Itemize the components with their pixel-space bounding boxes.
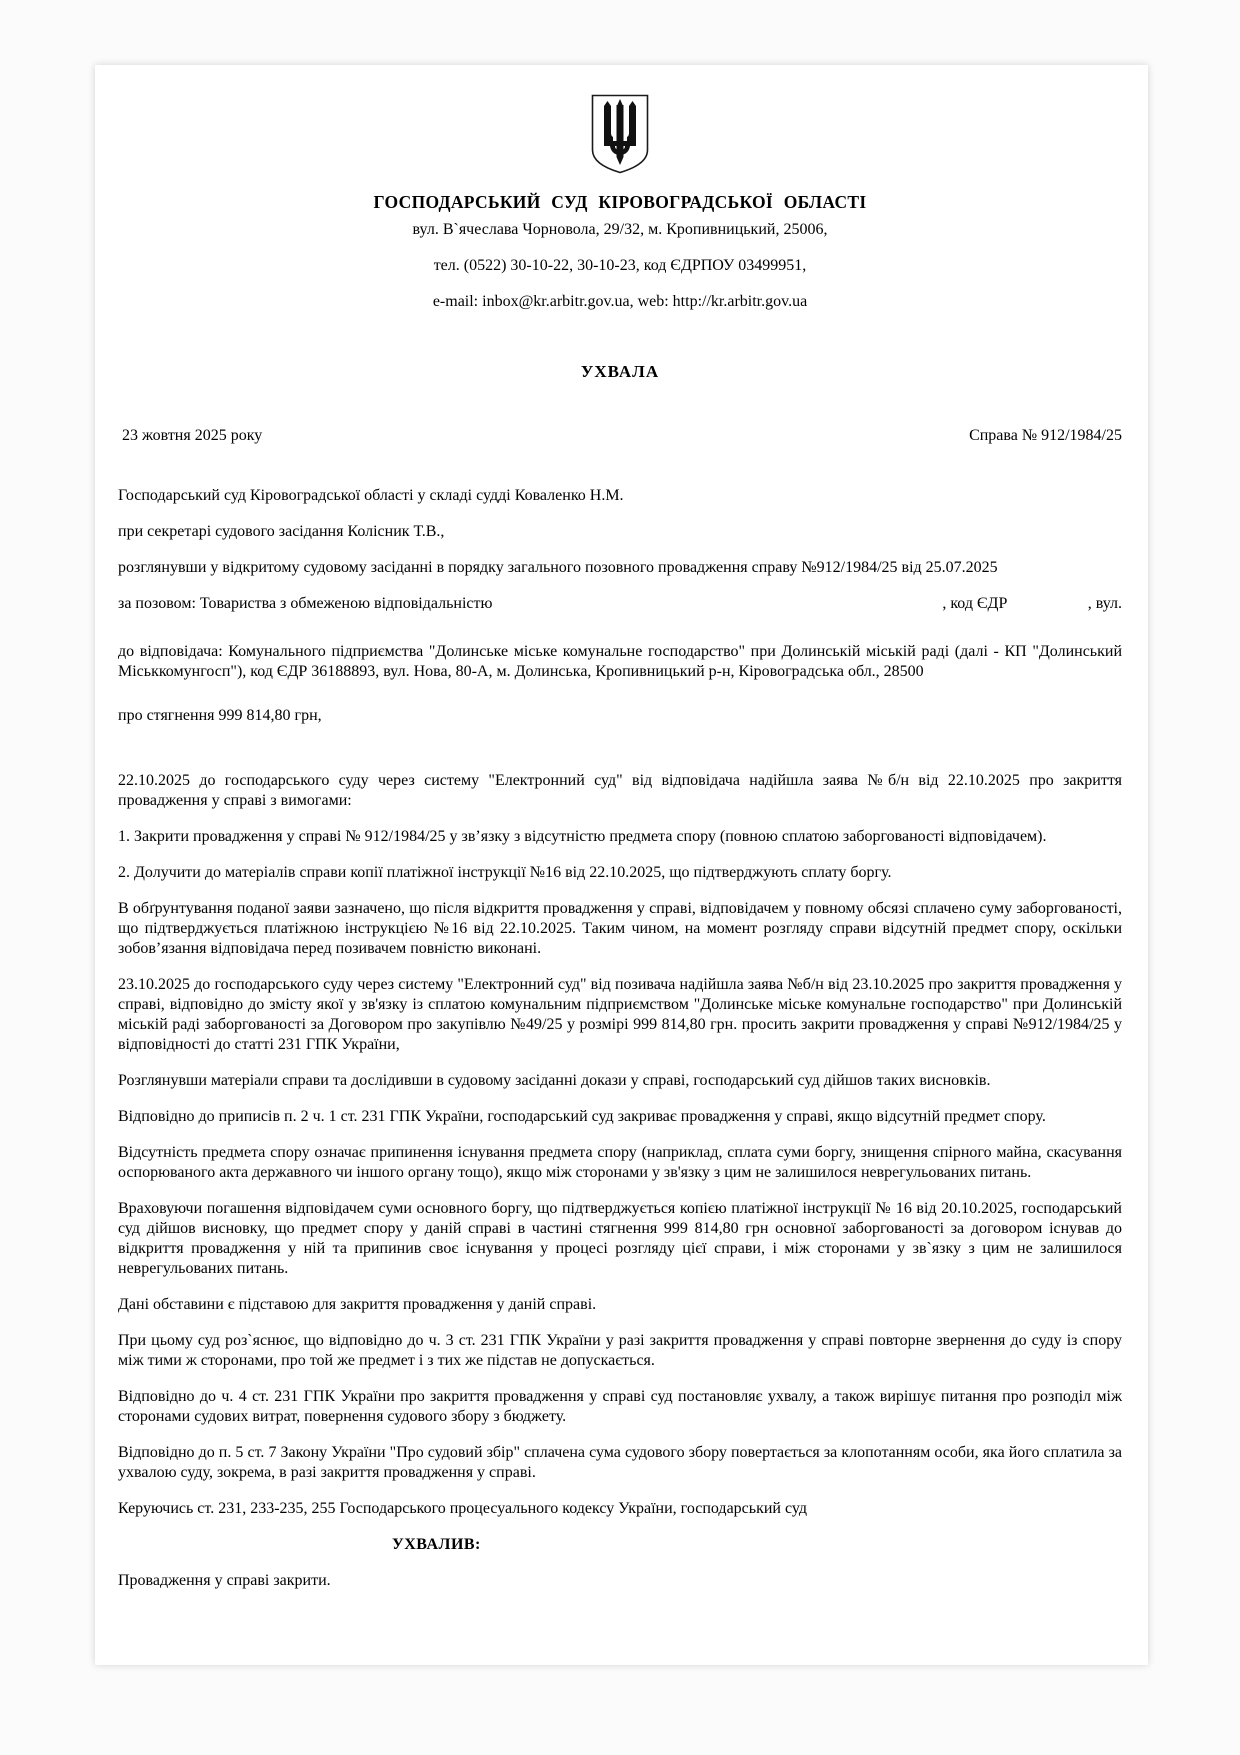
secretary-line: при секретарі судового засідання Колісник Т.В., [118, 523, 445, 540]
body-paragraph: Відповідно до п. 5 ст. 7 Закону України "Про судовий збір" сплачена сума судового збору повертається за клопотанням особи, яка його сплатила за ухвалою суду, зокрема, в разі закриття провадження у справі. [118, 1444, 1122, 1481]
court-address: вул. В`ячеслава Чорновола, 29/32, м. Кропивницький, 25006, [412, 221, 828, 238]
hearing-line: розглянувши у відкритому судовому засіданні в порядку загального позовного провадження справу №912/1984/25 від 25.07.2025 [118, 559, 998, 576]
body-paragraph: 22.10.2025 до господарського суду через систему "Електронний суд" від відповідача надійшла заява №б/н від 22.10.2025 про закриття провадження у справі з вимогами: [118, 772, 1122, 809]
body-paragraph: Відповідно до приписів п. 2 ч. 1 ст. 231 ГПК України, господарський суд закриває провадження у справі, якщо відсутній предмет спору. [118, 1108, 1046, 1125]
case-number: Справа № 912/1984/25 [969, 427, 1122, 444]
body-paragraph: Дані обставини є підставою для закриття провадження у даній справі. [118, 1296, 597, 1313]
court-header [118, 93, 1122, 312]
court-email: e-mail: inbox@kr.arbitr.gov.ua, web: http://kr.arbitr.gov.ua [432, 293, 808, 310]
document-page [95, 65, 1148, 1665]
body-paragraph: Враховуючи погашення відповідачем суми основного боргу, що підтверджується копією платіжної інструкції № 16 від 20.10.2025, господарський суд дійшов висновку, що предмет спору у даній справі в частині стягнення 999 814,80 грн основної заборгованості за договором існував до відкриття провадження у ній та припинив своє існування у процесі розгляду цієї справи, і між сторонами у зв`язку з цим не залишилося неврегульованих питань. [118, 1200, 1122, 1277]
document-title: УХВАЛА [580, 362, 660, 381]
document-body [118, 486, 1122, 1591]
date-case-row [118, 426, 1122, 446]
resolution-text: Провадження у справі закрити. [118, 1572, 331, 1589]
body-paragraph: При цьому суд роз`яснює, що відповідно до ч. 3 ст. 231 ГПК України у разі закриття провадження у справі повторне звернення до суду із спору між тими ж сторонами, про той же предмет і з тих же підстав не допускається. [118, 1332, 1122, 1369]
body-paragraph: Відповідно до ч. 4 ст. 231 ГПК України про закриття провадження у справі суд постановляє ухвалу, а також вирішує питання про розподіл між сторонами судових витрат, повернення судового збору з бюджету. [118, 1388, 1122, 1425]
claim-subject-line: про стягнення 999 814,80 грн, [118, 707, 322, 724]
body-paragraph: 1. Закрити провадження у справі № 912/1984/25 у зв’язку з відсутністю предмета спору (повною сплатою заборгованості відповідачем). [118, 828, 1047, 845]
body-paragraph: В обґрунтування поданої заяви зазначено, що після відкриття провадження у справі, відповідачем у повному обсязі сплачено суму заборгованості, що підтверджується платіжною інструкцією №16 від 22.10.2025. Таким чином, на момент розгляду справи відсутній предмет спору, оскільки зобов’язання відповідача перед позивачем повністю виконані. [118, 900, 1122, 957]
defendant-line: до відповідача: Комунального підприємства "Долинське міське комунальне господарство" при Долинській міській раді (далі - КП "Долинський Міськкомунгосп"), код ЄДР 36188893, вул. Нова, 80-А, м. Долинська, Кропивницький р-н, Кіровоградська обл., 28500 [118, 643, 1122, 680]
plaintiff-code-label: , код ЄДР [942, 595, 1008, 612]
court-composition-line: Господарський суд Кіровоградської області у складі судді Коваленко Н.М. [118, 487, 624, 504]
plaintiff-line [118, 594, 1122, 614]
court-phone: тел. (0522) 30-10-22, 30-10-23, код ЄДРПОУ 03499951, [433, 257, 807, 274]
ukraine-trident-emblem [590, 93, 650, 175]
plaintiff-street-label: , вул. [1087, 595, 1122, 612]
resolution-heading: УХВАЛИВ: [392, 1536, 481, 1553]
body-paragraph: Розглянувши матеріали справи та дослідивши в судовому засіданні докази у справі, господарський суд дійшов таких висновків. [118, 1072, 991, 1089]
body-paragraph: Керуючись ст. 231, 233-235, 255 Господарського процесуального кодексу України, господарський суд [118, 1500, 807, 1517]
body-paragraph: 2. Долучити до матеріалів справи копії платіжної інструкції №16 від 22.10.2025, що підтверджують сплату боргу. [118, 864, 892, 881]
decision-date: 23 жовтня 2025 року [122, 427, 263, 444]
body-paragraph: 23.10.2025 до господарського суду через систему "Електронний суд" від позивача надійшла заява №б/н від 23.10.2025 про закриття провадження у справі, відповідно до змісту якої у зв'язку із сплатою комунальним підприємством "Долинське міське комунальне господарство" при Долинській міській раді заборгованості за Договором про закупівлю №49/25 у розмірі 999 814,80 грн. просить закрити провадження у справі №912/1984/25 у відповідності до статті 231 ГПК України, [118, 976, 1122, 1053]
plaintiff-label: за позовом: Товариства з обмеженою відповідальністю [118, 595, 493, 612]
court-name: ГОСПОДАРСЬКИЙ СУД КІРОВОГРАДСЬКОЇ ОБЛАСТІ [373, 192, 867, 212]
body-paragraph: Відсутність предмета спору означає припинення існування предмета спору (наприклад, сплата суми боргу, знищення спірного майна, скасування оспорюваного акта державного чи іншого органу тощо), якщо між сторонами у зв'язку з цим не залишилося неврегульованих питань. [118, 1144, 1122, 1181]
